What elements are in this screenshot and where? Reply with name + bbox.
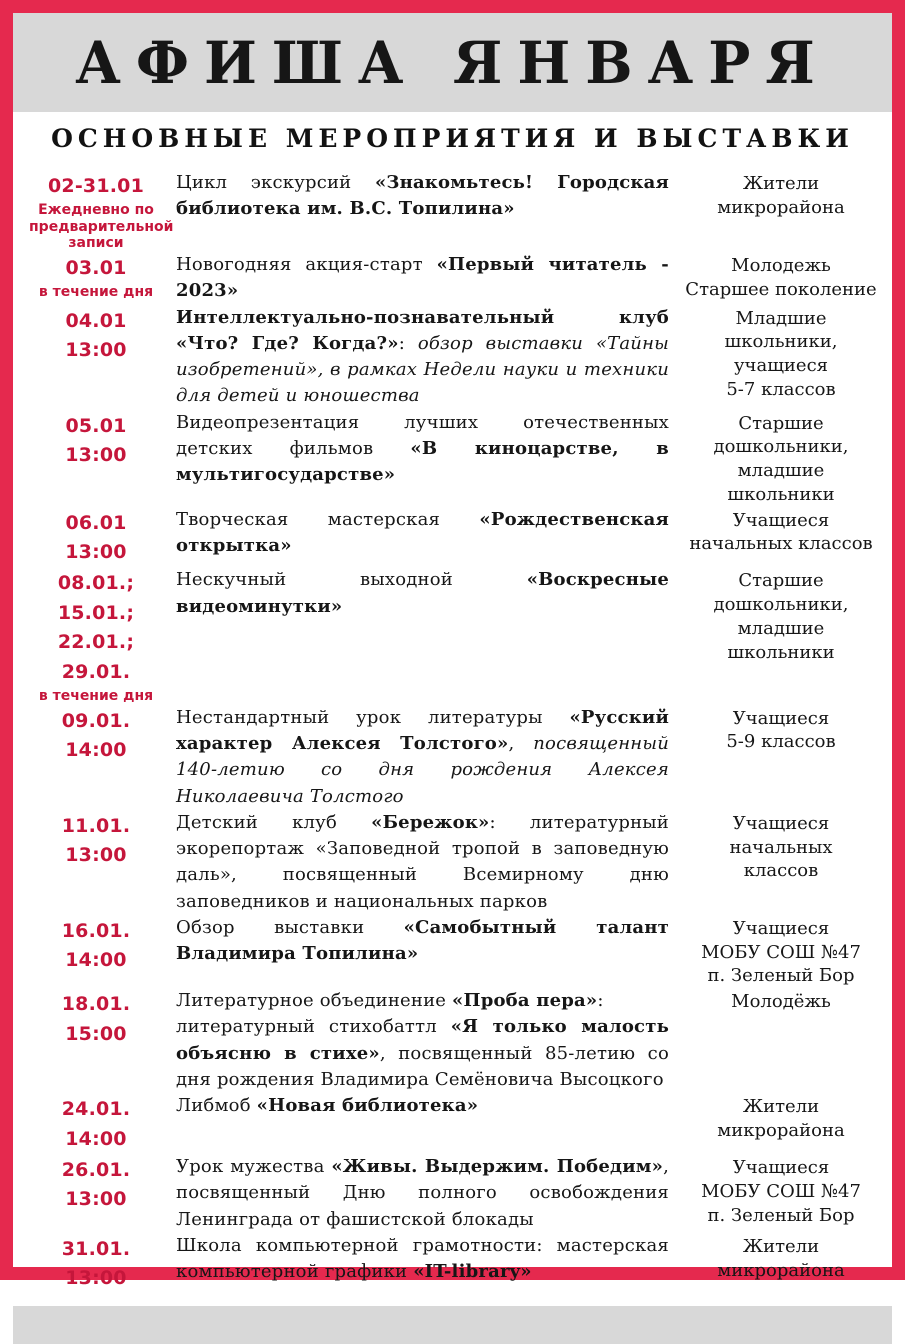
schedule-row: [29, 567, 880, 704]
event-text-segment: «Самобытный талант Владимира Топилина»: [176, 916, 669, 965]
event-text-segment: «Рождественская открытка»: [176, 508, 669, 556]
event-date: [29, 1233, 163, 1294]
event-text-segment: Нестандартный урок литературы: [176, 706, 570, 728]
event-text-segment: :: [597, 990, 604, 1012]
event-description: [176, 988, 669, 1093]
event-text-segment: :: [398, 332, 418, 354]
event-text-segment: Новогодняя акция-старт: [176, 253, 437, 275]
schedule-row: [29, 810, 880, 915]
event-text-segment: Творческая мастерская: [176, 508, 480, 530]
event-audience-line: Молодежь: [731, 254, 831, 276]
event-audience-line: Младшие школьники,: [724, 307, 838, 353]
event-date: [29, 988, 163, 1049]
schedule-table: [13, 164, 892, 1302]
event-audience: [682, 705, 880, 755]
event-text-segment: Нескучный выходной: [176, 569, 527, 591]
schedule-row: [29, 305, 880, 410]
event-audience: [682, 1093, 880, 1143]
event-audience-line: младшие школьники: [727, 617, 835, 663]
event-date: [29, 507, 163, 568]
event-date-line: 13:00: [65, 1267, 127, 1290]
event-text-segment: посвященный 140-летию со дня рождения Алексея Николаевича Толстого: [176, 732, 670, 807]
event-audience-line: дошкольники,: [713, 436, 849, 458]
event-audience: [682, 305, 880, 402]
event-audience-line: Старшие: [738, 412, 824, 434]
subtitle-wrap: [13, 112, 892, 164]
event-text-segment: «IT-library»: [413, 1261, 532, 1283]
event-audience-line: МОБУ СОШ №47: [701, 941, 861, 963]
event-audience-line: дошкольники,: [713, 594, 849, 616]
event-audience-line: п. Зеленый Бор: [707, 1204, 855, 1226]
event-audience: [682, 810, 880, 883]
event-date: [29, 567, 163, 704]
event-text-segment: , посвященный Дню полного освобождения Ленинграда от фашистской блокады: [176, 1156, 669, 1230]
event-text-segment: Обзор выставки: [176, 916, 404, 938]
event-text-segment: Школа компьютерной грамотности: мастерская компьютерной графики: [176, 1234, 669, 1283]
event-date-line: 14:00: [65, 739, 127, 762]
event-text-segment: «Знакомьтесь! Городская библиотека им. В.С. Топилина»: [176, 172, 669, 220]
event-date-line: 13:00: [65, 541, 127, 564]
event-audience-line: Учащиеся: [732, 1157, 830, 1179]
event-audience-line: начальных классов: [689, 533, 873, 555]
schedule-row: [29, 507, 880, 568]
event-date: [29, 1154, 163, 1215]
event-date-note: Ежедневно по предварительной записи: [29, 202, 174, 252]
schedule-row: [29, 252, 880, 305]
event-text-segment: Цикл экскурсий: [176, 172, 375, 193]
event-description: [176, 252, 669, 305]
event-description: [176, 410, 669, 489]
event-text-segment: Интеллектуально-познавательный клуб «Что? Где? Когда?»: [176, 306, 669, 354]
event-text-segment: Литературное объединение: [176, 990, 453, 1012]
event-audience: [682, 1233, 880, 1283]
page-subtitle: ОСНОВНЫЕ МЕРОПРИЯТИЯ И ВЫСТАВКИ: [51, 123, 854, 153]
event-date: [29, 705, 163, 766]
event-text-segment: , посвященный 85-летию со дня рождения Владимира Семёновича Высоцкого: [176, 1042, 669, 1090]
schedule-row: [29, 988, 880, 1093]
event-audience-line: Молодёжь: [731, 991, 831, 1013]
poster-inner: [13, 13, 892, 1290]
event-text-segment: литературный стихобаттл: [176, 1016, 451, 1038]
event-description: [176, 507, 669, 560]
event-date-line: 26.01.: [61, 1159, 131, 1182]
event-audience-line: Учащиеся: [732, 707, 830, 729]
event-text-segment: «Бережок»: [371, 811, 490, 833]
event-text-segment: «Живы. Выдержим. Победим»: [331, 1156, 664, 1178]
event-date-line: 22.01.; 29.01.: [57, 631, 135, 683]
event-date-line: 18.01.: [61, 993, 131, 1016]
event-description: [176, 305, 669, 410]
event-text-segment: «Новая библиотека»: [256, 1095, 479, 1117]
event-date-line: 15:00: [65, 1022, 127, 1045]
event-text-segment: Урок мужества: [176, 1156, 332, 1178]
event-description: [176, 1233, 669, 1286]
event-text-segment: «Я только малость объясню в стихе»: [176, 1016, 669, 1064]
schedule-row: [29, 1233, 880, 1294]
event-date: [29, 305, 163, 366]
event-description: [176, 567, 669, 620]
event-audience: [682, 1154, 880, 1227]
event-date-line: 02-31.01: [47, 175, 145, 197]
event-audience: [682, 507, 880, 557]
event-description: [176, 1093, 669, 1119]
event-text-segment: ,: [508, 732, 534, 754]
footer-band: [13, 1306, 892, 1344]
event-audience: [682, 567, 880, 664]
event-date-line: 13:00: [65, 1188, 127, 1211]
event-audience-line: Жители: [742, 173, 820, 194]
event-audience-line: 5-9 классов: [726, 731, 836, 753]
event-text-segment: «Воскресные видеоминутки»: [176, 569, 669, 617]
event-text-segment: Либмоб: [176, 1095, 257, 1117]
page-title: АФИША ЯНВАРЯ: [75, 28, 830, 97]
event-date: [29, 410, 163, 471]
event-text-segment: «Русский характер Алексея Толстого»: [176, 706, 669, 754]
event-date: [29, 915, 163, 976]
event-date-line: 13:00: [65, 444, 127, 467]
event-date-line: 06.01: [65, 511, 127, 534]
event-audience-line: Учащиеся: [732, 812, 830, 834]
event-audience: [682, 410, 880, 507]
event-audience-line: МОБУ СОШ №47: [701, 1180, 861, 1202]
event-date-note: в течение дня: [38, 284, 154, 301]
event-date-line: 09.01.: [61, 709, 131, 732]
event-audience-line: учащиеся: [733, 355, 829, 377]
schedule-row: [29, 915, 880, 988]
event-audience-line: микрорайона: [717, 1119, 845, 1141]
event-text-segment: «Первый читатель - 2023»: [176, 253, 669, 302]
event-description: [176, 810, 669, 915]
event-date: [29, 810, 163, 871]
event-date: [29, 1093, 163, 1154]
event-date-line: 13:00: [65, 338, 127, 361]
title-band: [13, 13, 892, 112]
event-date-line: 03.01: [65, 256, 127, 279]
event-text-segment: Детский клуб: [176, 811, 372, 833]
event-date-line: 14:00: [65, 949, 127, 972]
event-date-line: 16.01.: [61, 919, 131, 942]
event-description: [176, 1154, 669, 1233]
event-audience-line: Жители: [742, 1096, 820, 1118]
event-text-segment: «Проба пера»: [452, 990, 598, 1012]
event-date-line: 04.01: [65, 309, 127, 332]
event-date: [29, 170, 174, 252]
event-audience-line: Учащиеся: [732, 917, 830, 939]
event-audience-line: Учащиеся: [732, 509, 830, 531]
schedule-row: [29, 1154, 880, 1233]
event-text-segment: : литературный экорепортаж «Заповедной тропой в заповедную даль», посвященный Всемирному дню заповедников и национальных парков: [176, 811, 669, 912]
event-audience: [682, 170, 880, 220]
event-date-line: 08.01.; 15.01.;: [57, 572, 135, 624]
event-description: [176, 915, 669, 968]
schedule-row: [29, 705, 880, 810]
event-date-note: в течение дня: [38, 688, 154, 705]
event-audience: [682, 915, 880, 988]
event-audience-line: Жители: [742, 1235, 820, 1257]
event-description: [176, 705, 669, 810]
event-date-line: 24.01.: [61, 1098, 131, 1121]
event-audience: [682, 988, 880, 1014]
event-audience: [682, 252, 880, 302]
event-audience-line: классов: [743, 860, 819, 882]
event-audience-line: Старшие: [738, 570, 824, 592]
event-audience-line: п. Зеленый Бор: [707, 965, 855, 987]
event-audience-line: микрорайона: [717, 1259, 845, 1281]
event-audience-line: микрорайона: [717, 196, 845, 218]
event-audience-line: 5-7 классов: [726, 378, 836, 400]
event-date-line: 13:00: [65, 844, 127, 867]
event-description: [176, 170, 669, 223]
schedule-row: [29, 410, 880, 507]
schedule-row: [29, 170, 880, 252]
event-audience-line: младшие школьники: [727, 460, 835, 505]
event-date-line: 11.01.: [61, 814, 131, 837]
event-text-segment: обзор выставки «Тайны изобретений», в рамках Недели науки и техники для детей и юношества: [176, 332, 670, 407]
event-date-line: 05.01: [65, 414, 127, 437]
event-text-segment: Видеопрезентация лучших отечественных детских фильмов: [176, 411, 669, 459]
event-date-line: 14:00: [65, 1127, 127, 1150]
event-text-segment: «В киноцарстве, в мультигосударстве»: [176, 437, 669, 486]
event-audience-line: начальных: [729, 836, 833, 858]
event-date: [29, 252, 163, 301]
event-audience-line: Старшее поколение: [685, 278, 877, 300]
schedule-row: [29, 1093, 880, 1154]
event-date-line: 31.01.: [61, 1237, 131, 1260]
